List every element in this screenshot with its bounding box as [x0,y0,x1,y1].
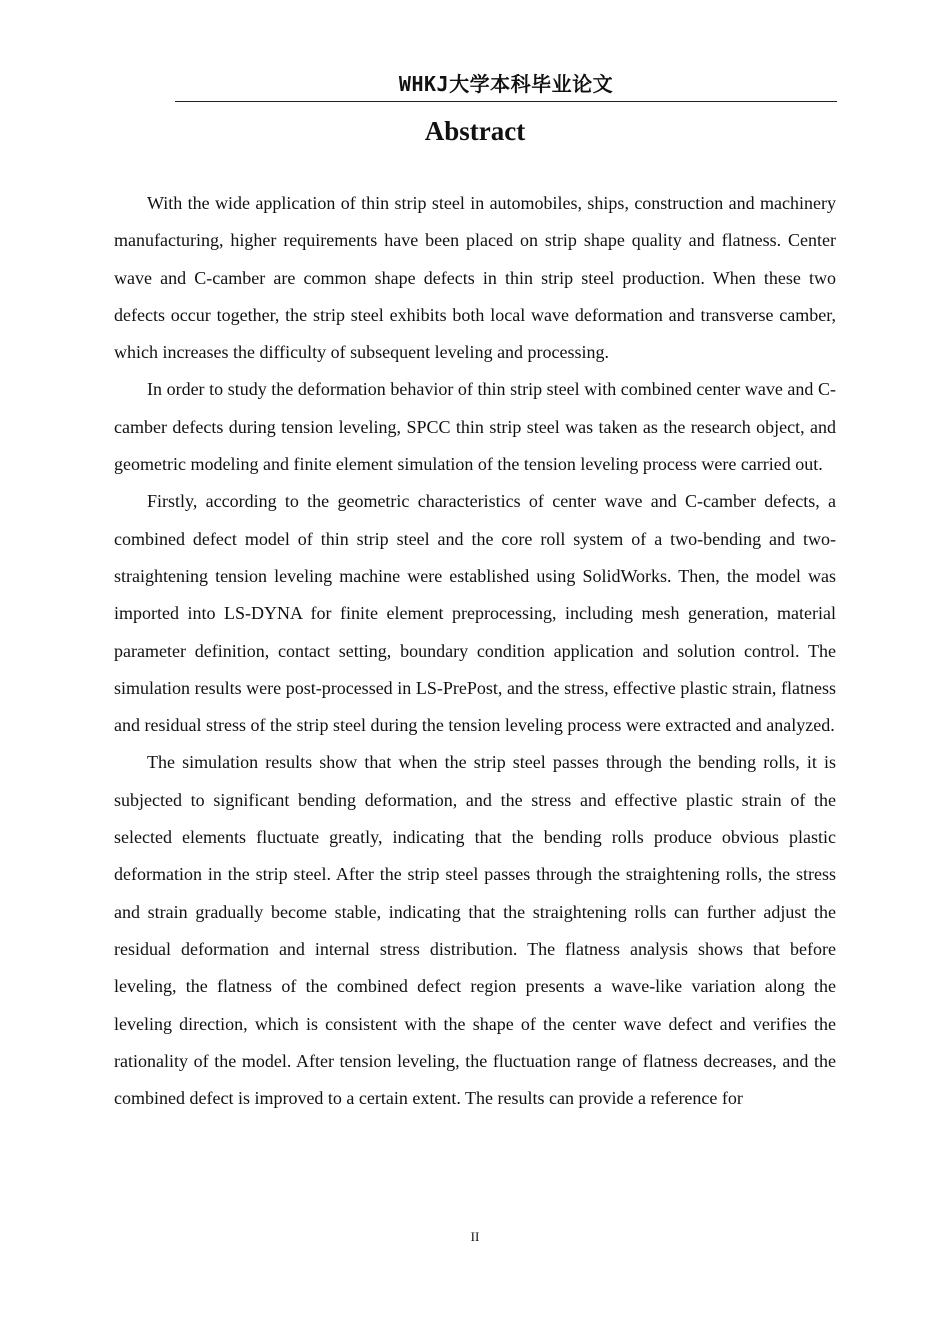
header-rule [175,101,837,102]
running-header: WHKJ大学本科毕业论文 [398,72,614,96]
paragraph: Firstly, according to the geometric characteristics of center wave and C-camber defects, a combined defect model of thin strip steel and the core roll system of a two-bending and two-straightening tension leveling machine were established using SolidWorks. Then, the model was imported into LS-DYNA for finite element preprocessing, including mesh generation, material parameter definition, contact setting, boundary condition application and solution control. The simulation results were post-processed in LS-PrePost, and the stress, effective plastic strain, flatness and residual stress of the strip steel during the tension leveling process were extracted and analyzed. [114,491,836,736]
abstract-body [114,185,836,1117]
page-number: II [470,1229,480,1244]
paragraph: The simulation results show that when the strip steel passes through the bending rolls, it is subjected to significant bending deformation, and the stress and effective plastic strain of the selected elements fluctuate greatly, indicating that the bending rolls produce obvious plastic deformation in the strip steel. After the strip steel passes through the straightening rolls, the stress and strain gradually become stable, indicating that the straightening rolls can further adjust the residual deformation and internal stress distribution. The flatness analysis shows that before leveling, the flatness of the combined defect region presents a wave-like variation along the leveling direction, which is consistent with the shape of the center wave defect and verifies the rationality of the model. After tension leveling, the fluctuation range of flatness decreases, and the combined defect is improved to a certain extent. The results can provide a reference for [114,752,836,1109]
paragraph: With the wide application of thin strip steel in automobiles, ships, construction and machinery manufacturing, higher requirements have been placed on strip shape quality and flatness. Center wave and C-camber are common shape defects in thin strip steel production. When these two defects occur together, the strip steel exhibits both local wave deformation and transverse camber, which increases the difficulty of subsequent leveling and processing. [114,193,836,363]
page-title: Abstract [424,116,526,146]
paragraph: In order to study the deformation behavior of thin strip steel with combined center wave and C-camber defects during tension leveling, SPCC thin strip steel was taken as the research object, and geometric modeling and finite element simulation of the tension leveling process were carried out. [114,379,836,475]
